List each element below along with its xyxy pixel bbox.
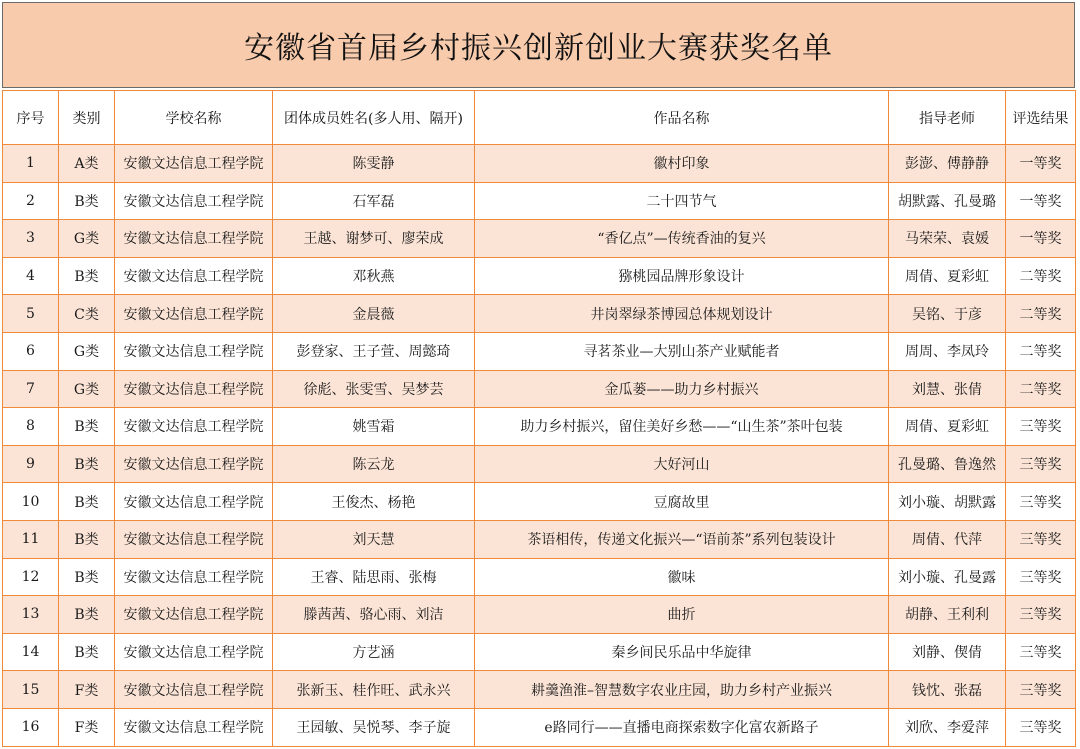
row-work: 助力乡村振兴，留住美好乡愁——“山生茶”茶叶包装	[475, 408, 889, 446]
table-body	[3, 145, 1076, 747]
row-category: A类	[59, 145, 115, 183]
row-school: 安徽文达信息工程学院	[115, 332, 273, 370]
table-row	[3, 257, 1076, 295]
row-work: 猕桃园品牌形象设计	[475, 257, 889, 295]
row-result: 二等奖	[1006, 332, 1076, 370]
row-advisor: 刘欣、李爱萍	[889, 708, 1006, 746]
row-work: 徽味	[475, 558, 889, 596]
row-school: 安徽文达信息工程学院	[115, 520, 273, 558]
row-work: 秦乡间民乐品中华旋律	[475, 633, 889, 671]
column-header-result: 评选结果	[1006, 91, 1076, 145]
row-school: 安徽文达信息工程学院	[115, 483, 273, 521]
row-result: 二等奖	[1006, 257, 1076, 295]
column-header-index: 序号	[3, 91, 59, 145]
row-category: B类	[59, 408, 115, 446]
row-work: 耕羹渔淮–智慧数字农业庄园，助力乡村产业振兴	[475, 671, 889, 709]
row-index: 6	[3, 332, 59, 370]
row-members: 金晨薇	[273, 295, 475, 333]
row-category: G类	[59, 220, 115, 258]
row-index: 9	[3, 445, 59, 483]
row-members: 张新玉、桂作旺、武永兴	[273, 671, 475, 709]
column-header-category: 类别	[59, 91, 115, 145]
row-category: F类	[59, 708, 115, 746]
row-school: 安徽文达信息工程学院	[115, 708, 273, 746]
row-index: 8	[3, 408, 59, 446]
row-school: 安徽文达信息工程学院	[115, 295, 273, 333]
row-members: 王睿、陆思雨、张梅	[273, 558, 475, 596]
row-index: 13	[3, 596, 59, 634]
row-advisor: 钱忱、张磊	[889, 671, 1006, 709]
row-members: 邓秋燕	[273, 257, 475, 295]
row-result: 三等奖	[1006, 671, 1076, 709]
row-advisor: 周倩、代萍	[889, 520, 1006, 558]
row-members: 滕茜茜、骆心雨、刘洁	[273, 596, 475, 634]
table-row	[3, 445, 1076, 483]
table-row	[3, 332, 1076, 370]
row-members: 王俊杰、杨艳	[273, 483, 475, 521]
row-work: 井岗翠绿茶博园总体规划设计	[475, 295, 889, 333]
row-index: 4	[3, 257, 59, 295]
row-result: 三等奖	[1006, 408, 1076, 446]
table-row	[3, 520, 1076, 558]
row-result: 三等奖	[1006, 596, 1076, 634]
table-row	[3, 145, 1076, 183]
row-index: 5	[3, 295, 59, 333]
row-category: B类	[59, 483, 115, 521]
award-table	[2, 90, 1076, 747]
row-category: B类	[59, 520, 115, 558]
row-advisor: 周周、李凤玲	[889, 332, 1006, 370]
row-work: 金瓜蒌——助力乡村振兴	[475, 370, 889, 408]
row-index: 1	[3, 145, 59, 183]
row-result: 二等奖	[1006, 295, 1076, 333]
row-advisor: 马荣荣、袁媛	[889, 220, 1006, 258]
row-school: 安徽文达信息工程学院	[115, 596, 273, 634]
row-school: 安徽文达信息工程学院	[115, 633, 273, 671]
row-category: B类	[59, 257, 115, 295]
row-category: G类	[59, 332, 115, 370]
row-school: 安徽文达信息工程学院	[115, 182, 273, 220]
row-category: C类	[59, 295, 115, 333]
row-result: 一等奖	[1006, 182, 1076, 220]
row-advisor: 周倩、夏彩虹	[889, 257, 1006, 295]
row-school: 安徽文达信息工程学院	[115, 408, 273, 446]
row-members: 王园敏、吴悦琴、李子旋	[273, 708, 475, 746]
row-category: B类	[59, 182, 115, 220]
table-row	[3, 671, 1076, 709]
row-members: 彭登家、王子萱、周懿琦	[273, 332, 475, 370]
row-members: 陈云龙	[273, 445, 475, 483]
row-members: 陈雯静	[273, 145, 475, 183]
row-category: B类	[59, 445, 115, 483]
row-members: 石军磊	[273, 182, 475, 220]
table-row	[3, 370, 1076, 408]
column-header-work: 作品名称	[475, 91, 889, 145]
row-members: 刘天慧	[273, 520, 475, 558]
row-work: e路同行——直播电商探索数字化富农新路子	[475, 708, 889, 746]
row-index: 3	[3, 220, 59, 258]
column-header-advisor: 指导老师	[889, 91, 1006, 145]
row-school: 安徽文达信息工程学院	[115, 257, 273, 295]
row-work: “香亿点”—传统香油的复兴	[475, 220, 889, 258]
row-school: 安徽文达信息工程学院	[115, 220, 273, 258]
table-row	[3, 558, 1076, 596]
row-work: 徽村印象	[475, 145, 889, 183]
row-work: 茶语相传，传递文化振兴—“语前茶”系列包装设计	[475, 520, 889, 558]
row-advisor: 胡默露、孔曼璐	[889, 182, 1006, 220]
table-row	[3, 596, 1076, 634]
table-row	[3, 483, 1076, 521]
row-index: 14	[3, 633, 59, 671]
row-category: B类	[59, 633, 115, 671]
row-school: 安徽文达信息工程学院	[115, 370, 273, 408]
row-advisor: 周倩、夏彩虹	[889, 408, 1006, 446]
row-result: 三等奖	[1006, 483, 1076, 521]
page-title: 安徽省首届乡村振兴创新创业大赛获奖名单	[2, 2, 1075, 88]
row-result: 三等奖	[1006, 445, 1076, 483]
row-advisor: 刘小璇、孔曼露	[889, 558, 1006, 596]
row-category: G类	[59, 370, 115, 408]
table-row	[3, 708, 1076, 746]
column-header-members: 团体成员姓名(多人用、隔开)	[273, 91, 475, 145]
row-category: F类	[59, 671, 115, 709]
row-index: 12	[3, 558, 59, 596]
column-header-school: 学校名称	[115, 91, 273, 145]
row-result: 三等奖	[1006, 558, 1076, 596]
table-row	[3, 182, 1076, 220]
row-members: 徐彪、张雯雪、吴梦芸	[273, 370, 475, 408]
row-result: 一等奖	[1006, 145, 1076, 183]
row-advisor: 孔曼璐、鲁逸然	[889, 445, 1006, 483]
row-work: 大好河山	[475, 445, 889, 483]
row-members: 王越、谢梦可、廖荣成	[273, 220, 475, 258]
row-result: 三等奖	[1006, 520, 1076, 558]
row-school: 安徽文达信息工程学院	[115, 558, 273, 596]
row-result: 一等奖	[1006, 220, 1076, 258]
row-category: B类	[59, 558, 115, 596]
row-index: 2	[3, 182, 59, 220]
row-advisor: 刘小璇、胡默露	[889, 483, 1006, 521]
row-members: 姚雪霜	[273, 408, 475, 446]
row-work: 曲折	[475, 596, 889, 634]
row-work: 豆腐故里	[475, 483, 889, 521]
row-index: 10	[3, 483, 59, 521]
row-school: 安徽文达信息工程学院	[115, 671, 273, 709]
row-school: 安徽文达信息工程学院	[115, 145, 273, 183]
row-advisor: 胡静、王利利	[889, 596, 1006, 634]
row-advisor: 刘慧、张倩	[889, 370, 1006, 408]
table-row	[3, 220, 1076, 258]
row-work: 寻茗茶业—大别山茶产业赋能者	[475, 332, 889, 370]
row-result: 三等奖	[1006, 633, 1076, 671]
row-index: 11	[3, 520, 59, 558]
table-row	[3, 408, 1076, 446]
row-index: 7	[3, 370, 59, 408]
row-index: 16	[3, 708, 59, 746]
table-row	[3, 295, 1076, 333]
row-category: B类	[59, 596, 115, 634]
row-index: 15	[3, 671, 59, 709]
row-work: 二十四节气	[475, 182, 889, 220]
row-result: 三等奖	[1006, 708, 1076, 746]
row-result: 二等奖	[1006, 370, 1076, 408]
table-header-row	[3, 91, 1076, 145]
row-advisor: 吴铭、于彦	[889, 295, 1006, 333]
table-row	[3, 633, 1076, 671]
row-advisor: 刘静、偰倩	[889, 633, 1006, 671]
row-advisor: 彭澎、傅静静	[889, 145, 1006, 183]
row-members: 方艺涵	[273, 633, 475, 671]
row-school: 安徽文达信息工程学院	[115, 445, 273, 483]
